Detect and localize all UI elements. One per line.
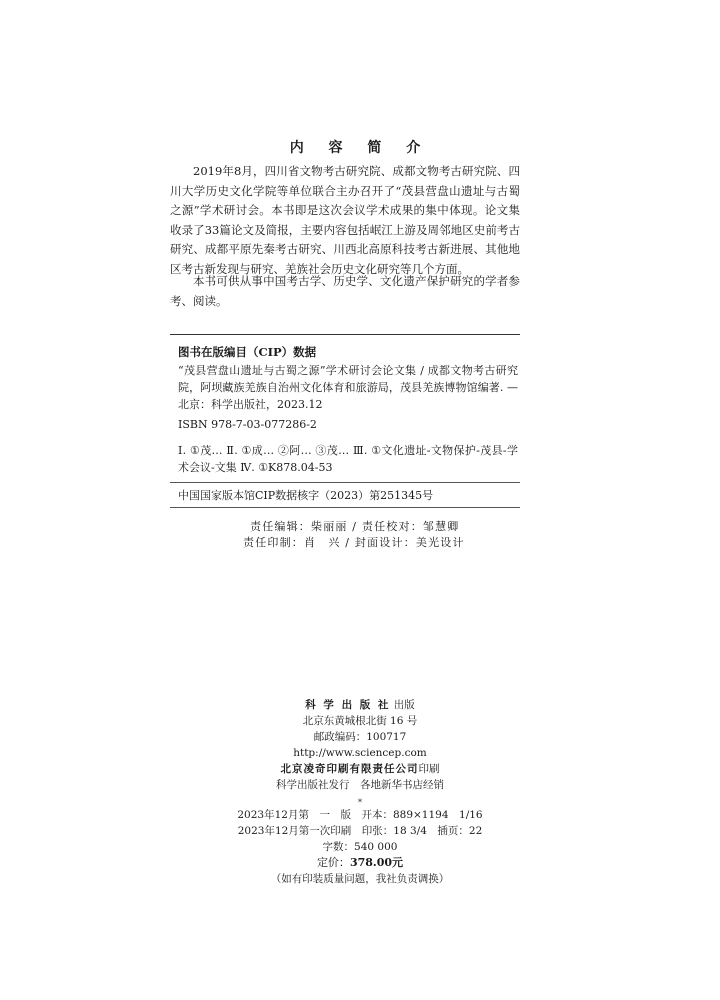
credits-editors: 责任编辑：柴丽丽 / 责任校对：邹慧卿 <box>250 520 460 533</box>
printer-line <box>0 761 720 777</box>
price-value: 378.00元 <box>349 856 404 869</box>
publisher-name: 科 学 出 版 社 <box>305 699 391 711</box>
wordcount-line: 字数：540 000 <box>322 841 398 853</box>
publisher-suffix: 出版 <box>393 699 415 711</box>
publisher-url: http://www.sciencep.com <box>293 747 427 759</box>
credits-production: 责任印制：肖 兴 / 封面设计：美光设计 <box>243 536 465 549</box>
printer-suffix: 印刷 <box>418 763 440 775</box>
cip-record: 中国国家版本馆CIP数据核字（2023）第251345号 <box>178 489 434 502</box>
quality-notice: （如有印装质量问题，我社负责调换） <box>270 873 450 885</box>
publisher-postcode: 邮政编码：100717 <box>313 731 407 743</box>
cip-entry: “茂县营盘山遗址与古蜀之源”学术研讨会论文集 / 成都文物考古研究院，阿坝藏族羌族自治州文化体育和旅游局，茂县羌族博物馆编著. —北京：科学出版社，2023.12 <box>178 364 518 411</box>
publisher-address: 北京东黄城根北街 16 号 <box>302 715 418 727</box>
edition-line: 2023年12月第 一 版 开本：889×1194 1/16 <box>237 809 483 821</box>
price-label: 定价： <box>316 856 350 869</box>
printer-name: 北京凌奇印刷有限责任公司 <box>280 763 419 775</box>
price-line <box>0 855 720 871</box>
publisher-line <box>0 697 720 713</box>
summary-paragraph-1: 2019年8月，四川省文物考古研究院、成都文物考古研究院、四川大学历史文化学院等单位联合主办召开了“茂县营盘山遗址与古蜀之源”学术研讨会。本书即是这次会议学术成果的集中体现。论文集收录了33篇论文及简报，主要内容包括岷江上游及周邻地区史前考古研究、成都平原先秦考古研究、川西北高原科技考古新进展、其他地区考古新发现与研究、羌族社会历史文化研究等几个方面。 <box>170 164 520 276</box>
cip-top-rule <box>170 334 520 335</box>
cip-heading: 图书在版编目（CIP）数据 <box>178 345 317 359</box>
distribution-line: 科学出版社发行 各地新华书店经销 <box>276 779 444 791</box>
summary-title: 内 容 简 介 <box>289 140 431 156</box>
cip-classification: Ⅰ. ①茂… Ⅱ. ①成… ②阿… ③茂… Ⅲ. ①文化遗址-文物保护-茂县-学术会议-文集 Ⅳ. ①K878.04-53 <box>178 444 518 474</box>
cip-middle-rule <box>170 482 520 483</box>
separator-mark: * <box>358 798 362 807</box>
summary-paragraph-2: 本书可供从事中国考古学、历史学、文化遗产保护研究的学者参考、阅读。 <box>170 274 520 308</box>
print-line: 2023年12月第一次印刷 印张：18 3/4 插页：22 <box>237 825 483 837</box>
cip-isbn: ISBN 978-7-03-077286-2 <box>178 418 317 431</box>
cip-bottom-rule <box>170 507 520 508</box>
